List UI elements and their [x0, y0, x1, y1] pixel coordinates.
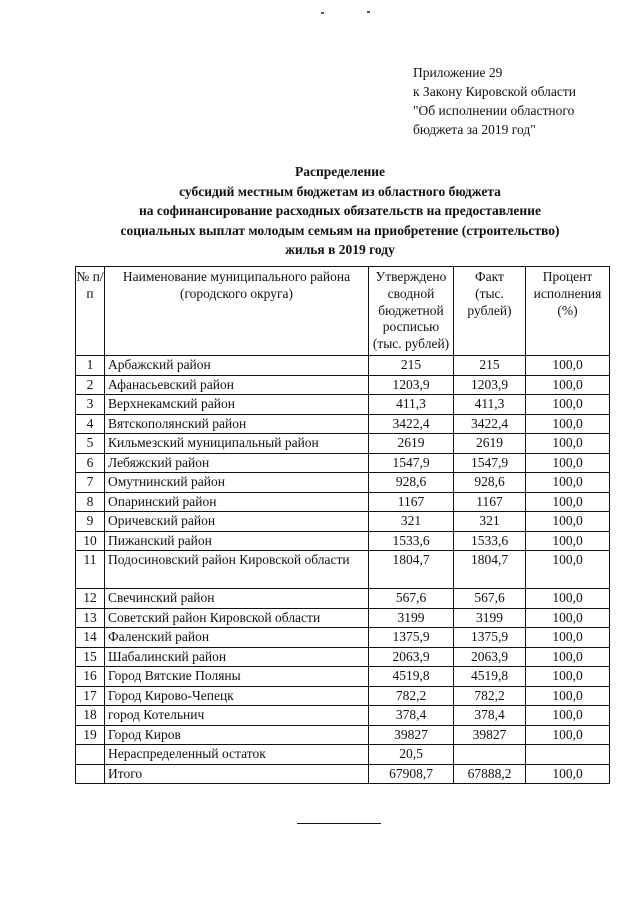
- annex-line: "Об исполнении областного: [413, 103, 575, 118]
- table-row: [76, 686, 610, 706]
- cell-num: 5: [76, 434, 105, 454]
- cell-actual: 2619: [454, 434, 526, 454]
- cell-num: 12: [76, 589, 105, 609]
- cell-percent: 100,0: [526, 356, 610, 376]
- table-row: [76, 667, 610, 687]
- cell-percent: 100,0: [526, 706, 610, 726]
- table-row: [76, 764, 610, 784]
- cell-percent: 100,0: [526, 531, 610, 551]
- cell-num: 19: [76, 725, 105, 745]
- cell-num: 8: [76, 492, 105, 512]
- table-row: [76, 531, 610, 551]
- table-row: [76, 395, 610, 415]
- cell-name: Нераспределенный остаток: [105, 745, 369, 765]
- table-row: [76, 628, 610, 648]
- cell-actual: 215: [454, 356, 526, 376]
- table-row: [76, 512, 610, 532]
- cell-num: 18: [76, 706, 105, 726]
- cell-approved: 567,6: [369, 589, 454, 609]
- cell-approved: 67908,7: [369, 764, 454, 784]
- cell-name: Фаленский район: [105, 628, 369, 648]
- header-approved: Утверждено сводной бюджетной росписью (тыс. рублей): [369, 267, 454, 356]
- cell-actual: 1533,6: [454, 531, 526, 551]
- cell-actual: 378,4: [454, 706, 526, 726]
- cell-percent: 100,0: [526, 608, 610, 628]
- cell-name: Арбажский район: [105, 356, 369, 376]
- cell-approved: 782,2: [369, 686, 454, 706]
- cell-approved: 4519,8: [369, 667, 454, 687]
- cell-num: 1: [76, 356, 105, 376]
- cell-percent: 100,0: [526, 725, 610, 745]
- cell-percent: 100,0: [526, 667, 610, 687]
- cell-actual: 1547,9: [454, 453, 526, 473]
- cell-approved: 321: [369, 512, 454, 532]
- cell-approved: 2063,9: [369, 647, 454, 667]
- cell-num: [76, 745, 105, 765]
- title-line: субсидий местным бюджетам из областного бюджета: [179, 183, 501, 199]
- cell-approved: 1804,7: [369, 551, 454, 589]
- subsidy-table: [75, 266, 610, 784]
- scan-speck: [321, 12, 324, 14]
- cell-name: Вятскополянский район: [105, 414, 369, 434]
- cell-percent: 100,0: [526, 434, 610, 454]
- cell-num: 16: [76, 667, 105, 687]
- cell-approved: 20,5: [369, 745, 454, 765]
- cell-num: 3: [76, 395, 105, 415]
- table-row: [76, 745, 610, 765]
- cell-actual: 1203,9: [454, 375, 526, 395]
- cell-num: 7: [76, 473, 105, 493]
- cell-approved: 1547,9: [369, 453, 454, 473]
- cell-approved: 378,4: [369, 706, 454, 726]
- annex-line: к Закону Кировской области: [413, 84, 577, 99]
- cell-percent: 100,0: [526, 492, 610, 512]
- cell-num: 9: [76, 512, 105, 532]
- cell-actual: 928,6: [454, 473, 526, 493]
- header-num: № п/п: [76, 267, 105, 356]
- cell-name: Афанасьевский район: [105, 375, 369, 395]
- cell-name: Подосиновский район Кировской области: [105, 551, 369, 589]
- cell-name: Итого: [105, 764, 369, 784]
- cell-name: Верхнекамский район: [105, 395, 369, 415]
- cell-num: 13: [76, 608, 105, 628]
- cell-actual: 4519,8: [454, 667, 526, 687]
- footer-separator: [297, 823, 381, 824]
- cell-percent: 100,0: [526, 589, 610, 609]
- cell-num: 4: [76, 414, 105, 434]
- document-title: [70, 162, 610, 260]
- cell-num: 15: [76, 647, 105, 667]
- cell-actual: 411,3: [454, 395, 526, 415]
- cell-num: 11: [76, 551, 105, 589]
- cell-name: Омутнинский район: [105, 473, 369, 493]
- title-line: Распределение: [294, 164, 386, 179]
- cell-name: Свечинский район: [105, 589, 369, 609]
- cell-num: 6: [76, 453, 105, 473]
- table-row: [76, 608, 610, 628]
- annex-line: бюджета за 2019 год": [413, 122, 536, 137]
- cell-num: 14: [76, 628, 105, 648]
- cell-actual: 1804,7: [454, 551, 526, 589]
- cell-name: город Котельнич: [105, 706, 369, 726]
- cell-actual: 39827: [454, 725, 526, 745]
- table-row: [76, 375, 610, 395]
- cell-name: Кильмезский муниципальный район: [105, 434, 369, 454]
- cell-name: Город Кирово-Чепецк: [105, 686, 369, 706]
- cell-approved: 1375,9: [369, 628, 454, 648]
- table-row: [76, 453, 610, 473]
- table-row: [76, 551, 610, 589]
- cell-percent: 100,0: [526, 628, 610, 648]
- cell-approved: 3422,4: [369, 414, 454, 434]
- table-row: [76, 589, 610, 609]
- cell-actual: 321: [454, 512, 526, 532]
- title-line: жилья в 2019 году: [285, 242, 395, 257]
- header-actual: Факт (тыс. рублей): [454, 267, 526, 356]
- cell-actual: 1167: [454, 492, 526, 512]
- cell-approved: 928,6: [369, 473, 454, 493]
- cell-actual: 67888,2: [454, 764, 526, 784]
- cell-name: Лебяжский район: [105, 453, 369, 473]
- table-row: [76, 725, 610, 745]
- cell-approved: 3199: [369, 608, 454, 628]
- table-row: [76, 706, 610, 726]
- cell-percent: 100,0: [526, 647, 610, 667]
- cell-num: [76, 764, 105, 784]
- cell-name: Город Киров: [105, 725, 369, 745]
- cell-approved: 1203,9: [369, 375, 454, 395]
- cell-approved: 215: [369, 356, 454, 376]
- cell-approved: 2619: [369, 434, 454, 454]
- cell-name: Шабалинский район: [105, 647, 369, 667]
- annex-line: Приложение 29: [413, 65, 503, 80]
- cell-actual: 567,6: [454, 589, 526, 609]
- cell-name: Опаринский район: [105, 492, 369, 512]
- header-name: Наименование муниципального района (городского округа): [105, 267, 369, 356]
- cell-percent: [526, 745, 610, 765]
- cell-percent: 100,0: [526, 375, 610, 395]
- header-percent: Процент исполнения (%): [526, 267, 610, 356]
- cell-percent: 100,0: [526, 512, 610, 532]
- table-row: [76, 492, 610, 512]
- cell-percent: 100,0: [526, 551, 610, 589]
- title-line: социальных выплат молодым семьям на приобретение (строительство): [120, 222, 560, 238]
- cell-num: 10: [76, 531, 105, 551]
- table-header-row: [76, 267, 610, 356]
- table-row: [76, 647, 610, 667]
- cell-actual: 1375,9: [454, 628, 526, 648]
- cell-name: Советский район Кировской области: [105, 608, 369, 628]
- cell-actual: [454, 745, 526, 765]
- table-row: [76, 356, 610, 376]
- cell-approved: 39827: [369, 725, 454, 745]
- title-line: на софинансирование расходных обязательств на предоставление: [139, 203, 541, 218]
- annex-block: [413, 63, 576, 139]
- cell-percent: 100,0: [526, 395, 610, 415]
- cell-name: Оричевский район: [105, 512, 369, 532]
- cell-percent: 100,0: [526, 473, 610, 493]
- table-body: [76, 356, 610, 784]
- cell-approved: 411,3: [369, 395, 454, 415]
- cell-percent: 100,0: [526, 414, 610, 434]
- table-row: [76, 434, 610, 454]
- scan-speck: [367, 11, 370, 13]
- cell-num: 17: [76, 686, 105, 706]
- table-row: [76, 414, 610, 434]
- cell-num: 2: [76, 375, 105, 395]
- cell-approved: 1167: [369, 492, 454, 512]
- cell-actual: 3422,4: [454, 414, 526, 434]
- cell-name: Пижанский район: [105, 531, 369, 551]
- cell-approved: 1533,6: [369, 531, 454, 551]
- cell-actual: 782,2: [454, 686, 526, 706]
- cell-percent: 100,0: [526, 453, 610, 473]
- cell-actual: 3199: [454, 608, 526, 628]
- cell-actual: 2063,9: [454, 647, 526, 667]
- cell-percent: 100,0: [526, 686, 610, 706]
- table-row: [76, 473, 610, 493]
- cell-name: Город Вятские Поляны: [105, 667, 369, 687]
- cell-percent: 100,0: [526, 764, 610, 784]
